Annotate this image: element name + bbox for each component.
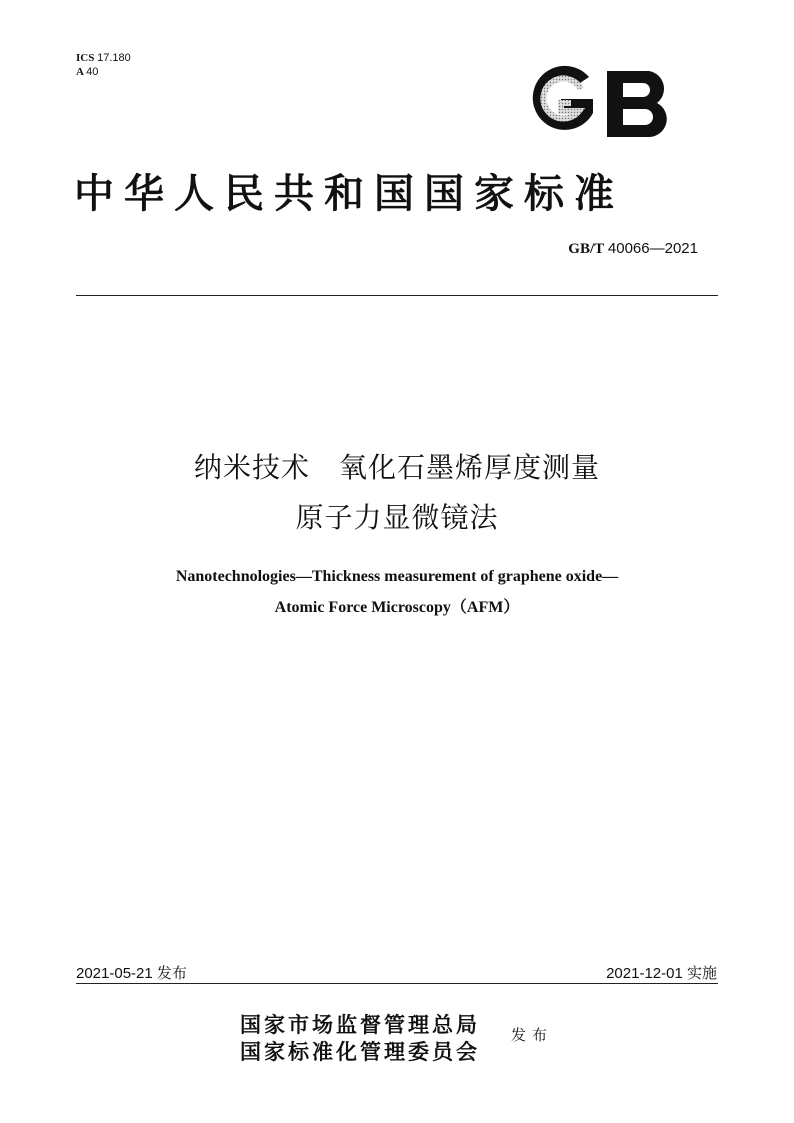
implement-date-block — [606, 962, 717, 983]
national-standard-title: 中华人民共和国国家标准 — [74, 170, 624, 217]
title-cn-line2: 原子力显微镜法 — [295, 501, 499, 534]
publish-label: 发布 — [511, 1026, 554, 1044]
title-en-line2: Atomic Force Microscopy（AFM） — [274, 599, 520, 616]
ics-number: 17.180 — [97, 52, 131, 64]
standard-prefix: GB/T — [568, 241, 605, 257]
title-en-line1: Nanotechnologies—Thickness measurement of graphene oxide— — [175, 568, 619, 585]
standard-number — [568, 240, 698, 258]
title-cn-line1: 纳米技术 氧化石墨烯厚度测量 — [193, 451, 600, 484]
ics-label: ICS — [76, 52, 95, 64]
issue-date: 2021-05-21 — [76, 965, 153, 982]
ccs-code — [76, 65, 131, 79]
ccs-label: A — [76, 66, 84, 78]
classification-codes — [76, 51, 131, 79]
standard-number-value: 40066—2021 — [607, 240, 698, 257]
ics-code — [76, 51, 131, 65]
issuer-samr: 国家市场监督管理总局 — [240, 1012, 480, 1037]
issuer-sac: 国家标准化管理委员会 — [240, 1039, 480, 1064]
top-divider — [76, 295, 718, 296]
ccs-number: 40 — [86, 66, 99, 78]
issue-label: 发布 — [156, 964, 187, 982]
implement-date: 2021-12-01 — [606, 965, 683, 982]
issuing-authorities — [240, 1011, 480, 1065]
gb-logo — [519, 63, 675, 143]
bottom-divider — [76, 983, 718, 984]
implement-label: 实施 — [686, 964, 717, 982]
issue-date-block — [76, 962, 187, 983]
